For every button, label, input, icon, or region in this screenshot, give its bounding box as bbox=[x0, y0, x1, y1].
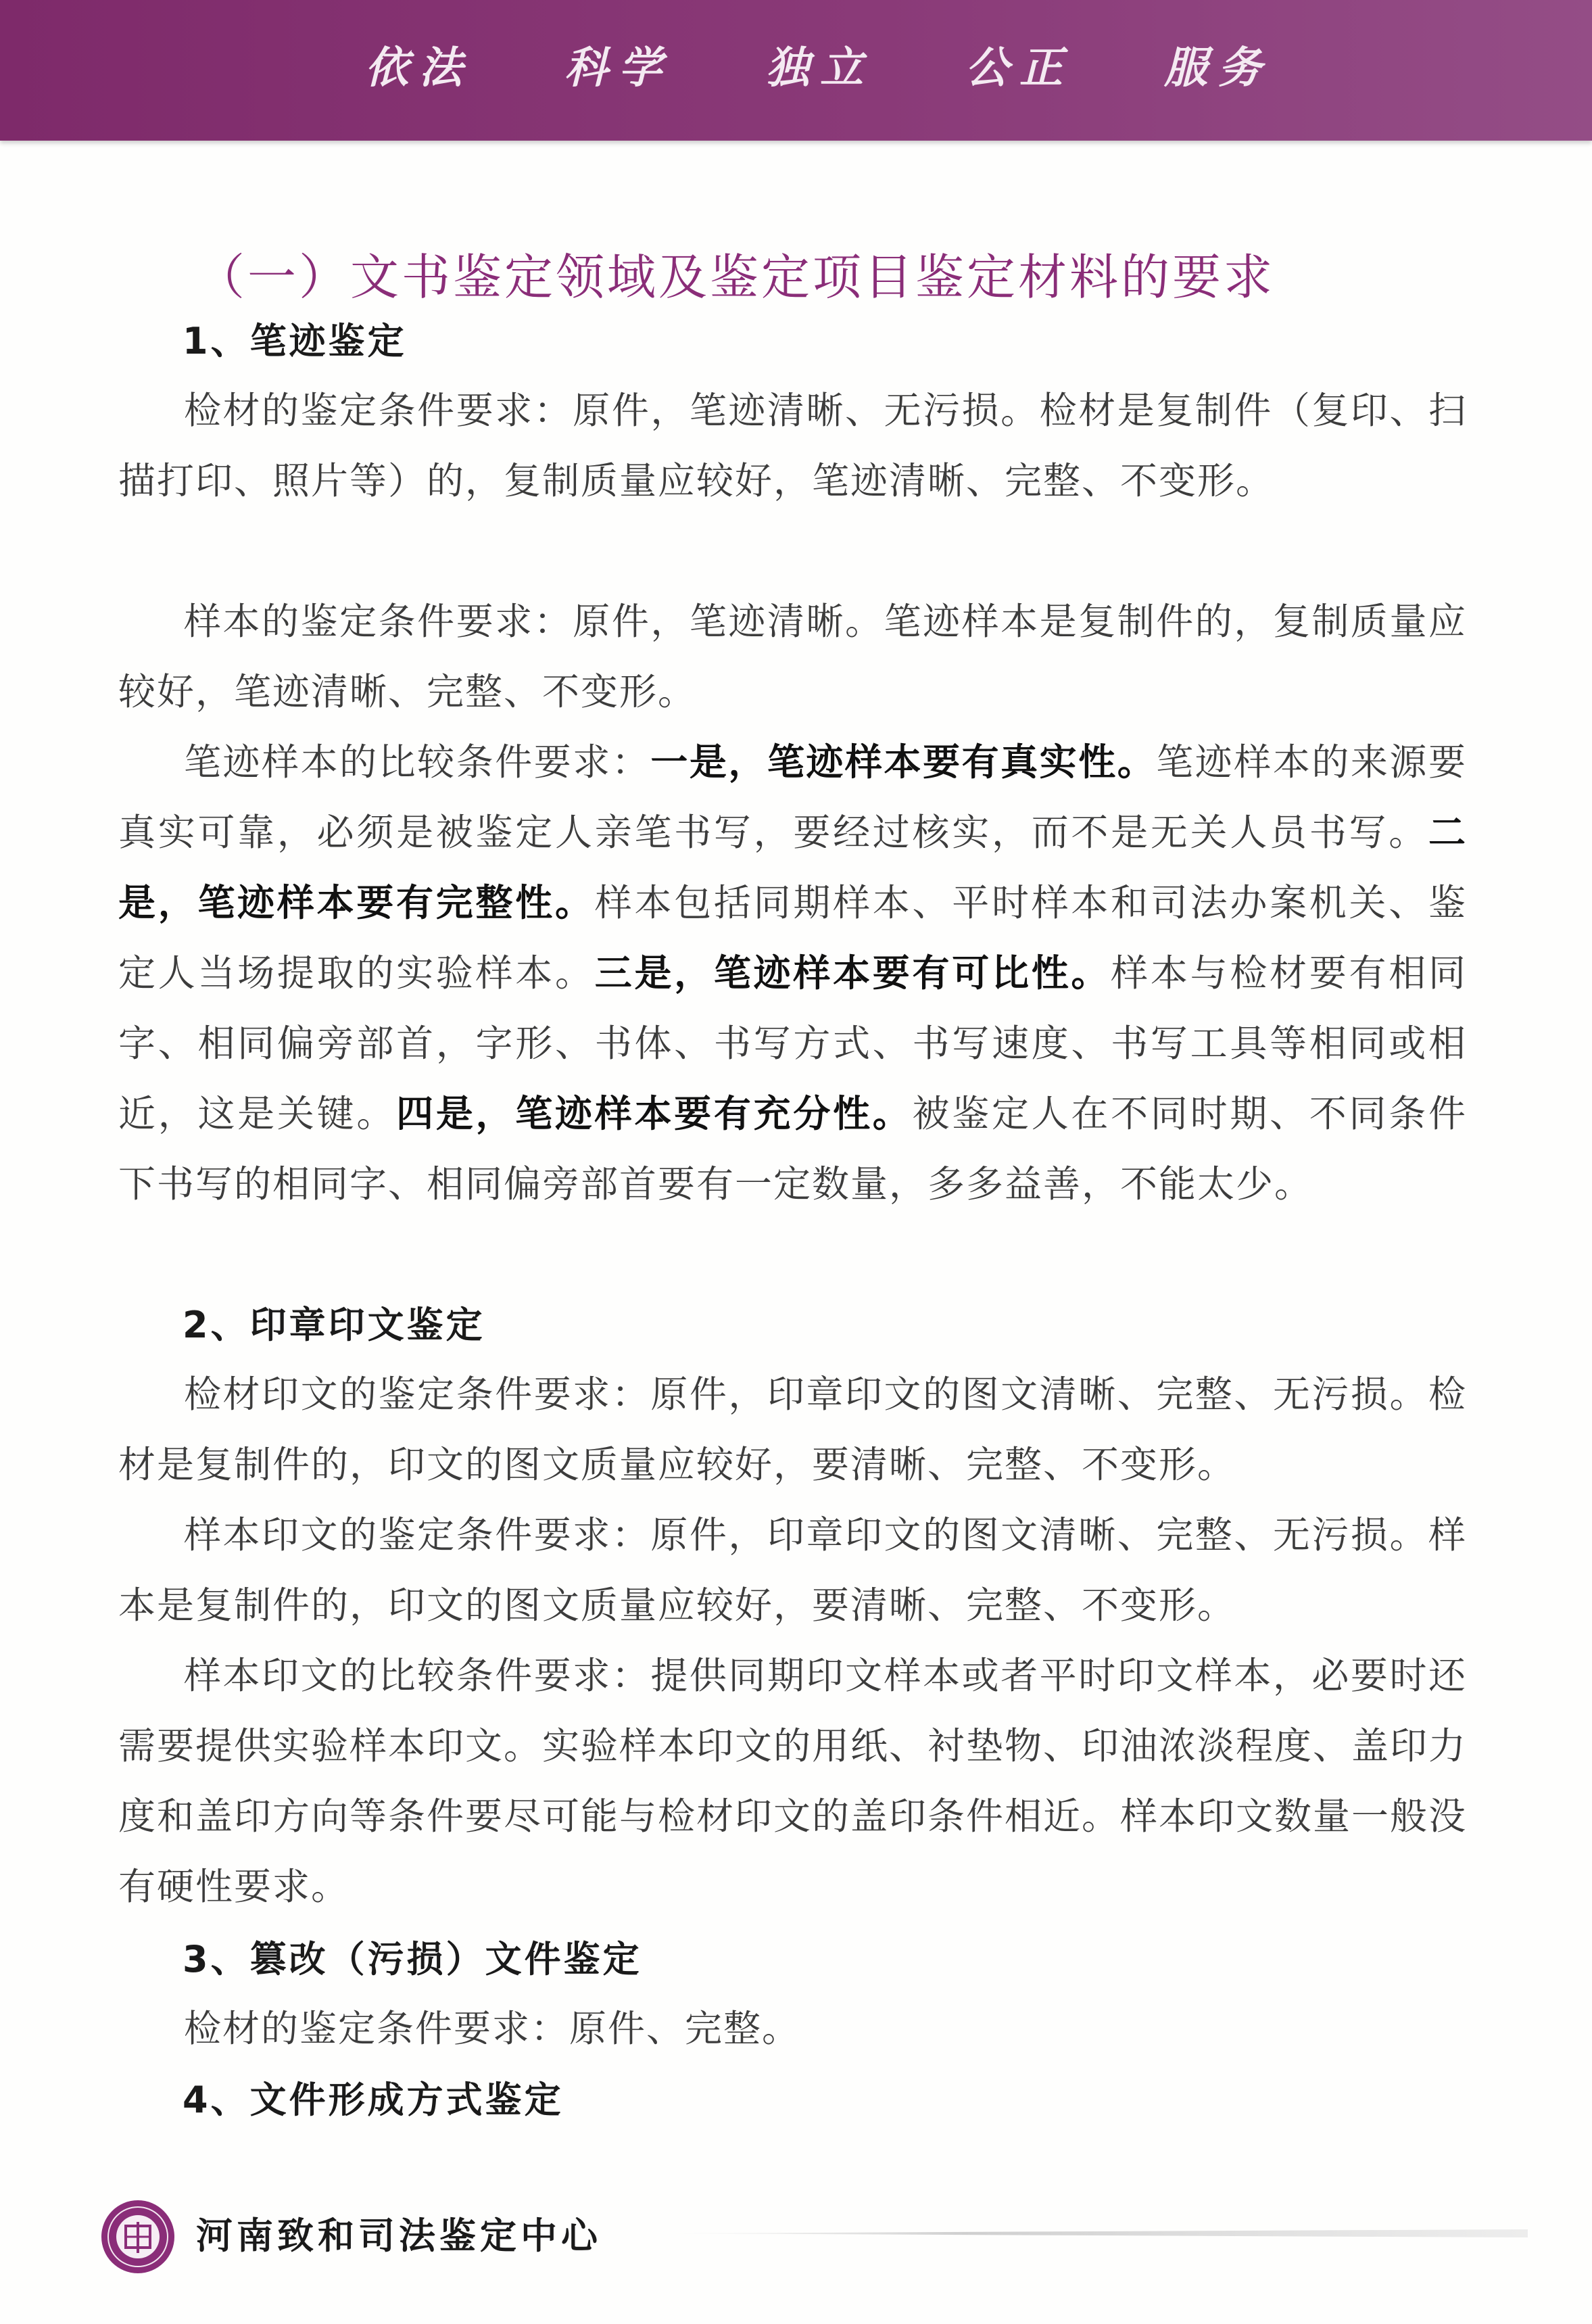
comparison-point-sufficiency: 四是，笔迹样本要有充分性。 bbox=[396, 1092, 913, 1135]
paragraph-handwriting-exhibit: 检材的鉴定条件要求：原件，笔迹清晰、无污损。检材是复制件（复印、扫描打印、照片等）的，复制质量应较好，笔迹清晰、完整、不变形。 bbox=[118, 389, 1467, 502]
paragraph-handwriting-comparison bbox=[118, 727, 1467, 1219]
organization-logo bbox=[100, 2199, 176, 2275]
heading-seal: 2、印章印文鉴定 bbox=[183, 1304, 485, 1346]
heading-document-formation: 4、文件形成方式鉴定 bbox=[183, 2079, 564, 2121]
paragraph-seal-sample: 样本印文的鉴定条件要求：原件，印章印文的图文清晰、完整、无污损。样本是复制件的，印文的图文质量应较好，要清晰、完整、不变形。 bbox=[118, 1513, 1467, 1627]
footer-divider bbox=[659, 2229, 1528, 2237]
comparison-text-5: 被鉴定人在不同时期、不同条件下书写的相同字、相同偏旁部首要有一定数量，多多益善，不能太少。 bbox=[118, 1092, 1467, 1206]
motto-word-5: 服务 bbox=[1164, 43, 1272, 93]
motto-word-3: 独立 bbox=[766, 43, 874, 93]
paragraph-altered-exhibit: 检材的鉴定条件要求：原件、完整。 bbox=[184, 2007, 801, 2050]
heading-handwriting: 1、笔迹鉴定 bbox=[183, 320, 407, 362]
motto-word-4: 公正 bbox=[965, 43, 1074, 93]
comparison-text-4: 样本与检材要有相同字、相同偏旁部首，字形、书体、书写方式、书写速度、书写工具等相同或相近，这是关键。 bbox=[118, 951, 1467, 1135]
heading-altered-document: 3、篡改（污损）文件鉴定 bbox=[183, 1938, 642, 1981]
motto-word-1: 依法 bbox=[365, 43, 473, 93]
comparison-text-3: 样本包括同期样本、平时样本和司法办案机关、鉴定人当场提取的实验样本。 bbox=[118, 881, 1467, 995]
comparison-point-completeness: 二是，笔迹样本要有完整性。 bbox=[118, 811, 1467, 924]
paragraph-handwriting-sample: 样本的鉴定条件要求：原件，笔迹清晰。笔迹样本是复制件的，复制质量应较好，笔迹清晰、完整、不变形。 bbox=[118, 600, 1467, 713]
paragraph-seal-exhibit: 检材印文的鉴定条件要求：原件，印章印文的图文清晰、完整、无污损。检材是复制件的，印文的图文质量应较好，要清晰、完整、不变形。 bbox=[118, 1373, 1467, 1486]
footer-organization-name: 河南致和司法鉴定中心 bbox=[196, 2214, 602, 2257]
paragraph-seal-comparison: 样本印文的比较条件要求：提供同期印文样本或者平时印文样本，必要时还需要提供实验样本印文。实验样本印文的用纸、衬垫物、印油浓淡程度、盖印力度和盖印方向等条件要尽可能与检材印文的盖印条件相近。样本印文数量一般没有硬性要求。 bbox=[118, 1654, 1468, 1908]
comparison-point-authenticity: 一是，笔迹样本要有真实性。 bbox=[650, 740, 1157, 784]
top-banner bbox=[0, 0, 1592, 141]
section-title: （一）文书鉴定领域及鉴定项目鉴定材料的要求 bbox=[196, 249, 1276, 306]
motto-word-2: 科学 bbox=[564, 43, 673, 93]
comparison-text-1: 笔迹样本的比较条件要求： bbox=[184, 740, 651, 784]
comparison-point-comparability: 三是，笔迹样本要有可比性。 bbox=[594, 951, 1111, 995]
comparison-text-2: 笔迹样本的来源要真实可靠，必须是被鉴定人亲笔书写，要经过核实，而不是无关人员书写。 bbox=[118, 740, 1467, 854]
